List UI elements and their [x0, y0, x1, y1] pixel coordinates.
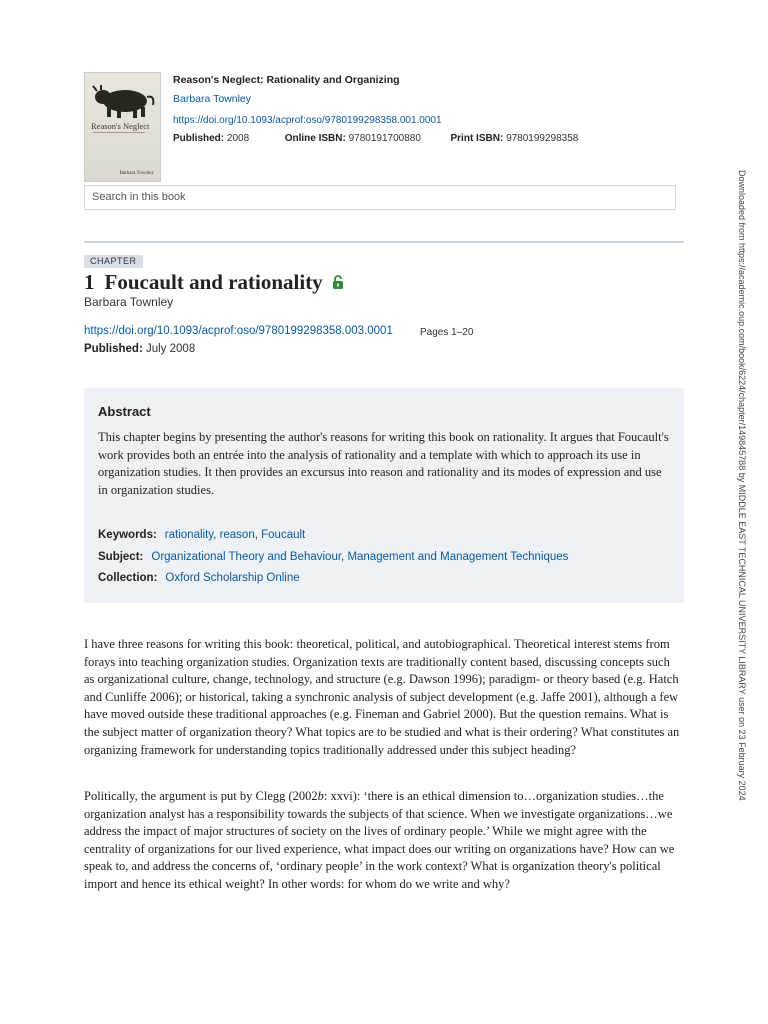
chapter-title-text: Foucault and rationality	[104, 270, 323, 294]
cover-title: Reason's Neglect	[91, 121, 150, 131]
chapter-type-badge: CHAPTER	[84, 255, 143, 268]
subject-link[interactable]: Management and Management Techniques	[347, 551, 569, 563]
download-watermark	[736, 170, 750, 860]
body-paragraph: I have three reasons for writing this book: theoretical, political, and autobiographical. Theoretical interest stems from forays into teaching organization studies. Organization texts are traditionally content based, discussing concepts such as organizational culture, change, technology, and structure (e.g. Dawson 1996); paradigm- or theory based (e.g. Hatch and Cunliffe 2006); or historical, taking a synchronic analysis of subject development (e.g. Jaffe 2001), although a few have moved outside these traditional approaches (e.g. Fineman and Gabriel 2000). But the question remains. What is the subject matter of organization theory? What topics are to be studied and what is their ordering? What constitutes an organizing framework for understanding topics traditionally addressed under this subject heading?	[84, 637, 680, 757]
abstract-heading: Abstract	[98, 404, 151, 419]
book-doi-link[interactable]: https://doi.org/10.1093/acprof:oso/9780199298358.001.0001	[173, 115, 442, 126]
cover-divider	[93, 132, 145, 133]
search-in-book-input[interactable]: Search in this book	[84, 185, 676, 210]
chapter-published-value: July 2008	[145, 343, 196, 355]
print-isbn-label: Print ISBN:	[450, 133, 504, 144]
print-isbn-value: 9780199298358	[506, 133, 579, 144]
keywords-row: Keywords: rationality, reason, Foucault	[98, 529, 306, 541]
chapter-pages: Pages 1–20	[420, 327, 474, 338]
collection-label: Collection:	[98, 572, 158, 584]
body-text: Politically, the argument is put by Clegg (2002	[84, 789, 318, 803]
collection-row	[98, 572, 300, 584]
chapter-author: Barbara Townley	[84, 295, 174, 309]
book-published-label: Published:	[173, 133, 225, 144]
chapter-number: 1	[84, 270, 95, 294]
abstract-text: This chapter begins by presenting the author's reasons for writing this book on rationality. It argues that Foucault's work provides both an entrée into the analysis of rationality and a template with which to approach its use in organization studies. It then provides an excursus into reason and rationality and its modes of expression and use in organization studies.	[98, 430, 669, 497]
body-paragraph	[84, 788, 680, 894]
subject-label: Subject:	[98, 551, 144, 563]
chapter-title	[84, 270, 344, 297]
chapter-doi-link[interactable]: https://doi.org/10.1093/acprof:oso/9780199298358.003.0001	[84, 325, 393, 337]
chapter-published	[84, 343, 195, 355]
subject-link[interactable]: Organizational Theory and Behaviour	[151, 551, 342, 563]
keyword-link[interactable]: reason	[219, 529, 255, 541]
unlocked-padlock-icon	[332, 270, 344, 295]
body-text-italic: b	[317, 789, 324, 803]
cover-author: Barbara Townley	[119, 171, 154, 176]
book-title[interactable]: Reason's Neglect: Rationality and Organizing	[173, 74, 400, 86]
online-isbn-label: Online ISBN:	[284, 133, 346, 144]
collection-link[interactable]: Oxford Scholarship Online	[165, 572, 300, 584]
online-isbn-value: 9780191700880	[348, 133, 421, 144]
book-published-value: 2008	[226, 133, 250, 144]
chapter-published-label: Published:	[84, 343, 143, 355]
cover-bull-illustration	[89, 83, 157, 119]
abstract-section	[84, 388, 684, 603]
keyword-link[interactable]: Foucault	[261, 529, 306, 541]
download-watermark-text: Downloaded from https://academic.oup.com/book/6224/chapter/149845788 by MIDDLE EAST TECHNICAL UNIVERSITY LIBRARY user on 23 February 2024	[737, 170, 747, 801]
subject-row: Subject: Organizational Theory and Behaviour, Management and Management Techniques	[98, 551, 569, 563]
section-divider	[84, 241, 684, 243]
keywords-label: Keywords:	[98, 529, 157, 541]
book-cover[interactable]	[84, 72, 161, 182]
book-header	[84, 72, 684, 182]
body-text: : xxvi): ‘there is an ethical dimension to…organization studies…the organization analyst has a responsibility towards the subjects of that science. When we investigate organizations…we address the impact of major structures of society on the lives of ordinary people.’ While we might agree with the centrality of organizations for our lived experience, what impact does our writing on organizations have? How can we speak to, and address the concerns of, ‘ordinary people’ in the work context? What is organization theory's political import and hence its ethical weight? In other words: for whom do we write and why?	[84, 789, 675, 891]
book-meta	[173, 133, 578, 144]
keyword-link[interactable]: rationality	[164, 529, 214, 541]
book-author-link[interactable]: Barbara Townley	[173, 93, 252, 105]
